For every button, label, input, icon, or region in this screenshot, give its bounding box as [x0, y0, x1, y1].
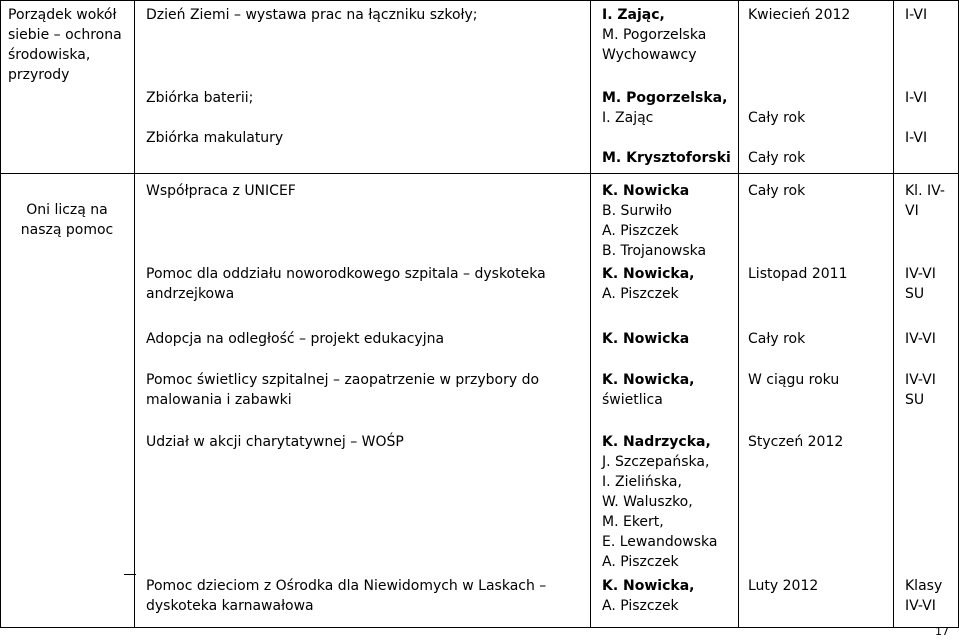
date: Cały rok	[748, 150, 806, 166]
person: M. Krysztoforski	[602, 150, 731, 166]
person: E. Lewandowska	[602, 534, 718, 550]
date: Kwiecień 2012	[748, 7, 851, 23]
classes: Klasy IV-VI	[905, 578, 943, 614]
activity-hospital-common-room: Pomoc świetlicy szpitalnej – zaopatrzenie w przybory do malowania i zabawki	[146, 372, 540, 408]
date: Styczeń 2012	[748, 434, 844, 450]
person: K. Nowicka,	[602, 578, 695, 594]
activity-adoption: Adopcja na odległość – projekt edukacyjna	[146, 331, 445, 347]
person: K. Nadrzycka,	[602, 434, 711, 450]
person: A. Piszczek	[602, 598, 679, 614]
classes: I-VI	[905, 90, 928, 106]
classes: IV-VI	[905, 331, 936, 347]
column-divider-category	[134, 0, 135, 628]
category-environment: Porządek wokół siebie – ochrona środowiska, przyrody	[8, 7, 122, 83]
person: A. Piszczek	[602, 286, 679, 302]
activity-neonatal-ward: Pomoc dla oddziału noworodkowego szpitala – dyskoteka andrzejkowa	[146, 266, 546, 302]
date: Cały rok	[748, 183, 806, 199]
date: W ciągu roku	[748, 372, 840, 388]
table-border-bottom	[0, 627, 959, 628]
table-border-top	[0, 0, 959, 1]
person: K. Nowicka	[602, 331, 690, 347]
person: I. Zielińska,	[602, 474, 682, 490]
person: M. Pogorzelska,	[602, 90, 728, 106]
person: Wychowawcy	[602, 47, 697, 63]
table-border-left	[0, 0, 1, 628]
person: K. Nowicka,	[602, 266, 695, 282]
date: Cały rok	[748, 110, 806, 126]
activity-laski-centre: Pomoc dzieciom z Ośrodka dla Niewidomych w Laskach – dyskoteka karnawałowa	[146, 578, 547, 614]
page-number: 17	[935, 625, 949, 638]
activity-paper-collection: Zbiórka makulatury	[146, 130, 284, 146]
classes: I-VI	[905, 7, 928, 23]
date: Listopad 2011	[748, 266, 848, 282]
person: M. Ekert,	[602, 514, 664, 530]
classes: IV-VI SU	[905, 266, 936, 302]
stray-line-mark	[124, 574, 136, 575]
section-divider	[0, 173, 959, 174]
person: świetlica	[602, 392, 663, 408]
date: Cały rok	[748, 331, 806, 347]
person: I. Zając,	[602, 7, 665, 23]
classes: IV-VI SU	[905, 372, 936, 408]
activity-battery-collection: Zbiórka baterii;	[146, 90, 254, 106]
person: A. Piszczek	[602, 223, 679, 239]
column-divider-date	[893, 0, 894, 628]
person: B. Trojanowska	[602, 243, 707, 259]
person: A. Piszczek	[602, 554, 679, 570]
person: K. Nowicka	[602, 183, 690, 199]
activity-unicef: Współpraca z UNICEF	[146, 183, 296, 199]
person: K. Nowicka,	[602, 372, 695, 388]
column-divider-activity	[590, 0, 591, 628]
date: Luty 2012	[748, 578, 819, 594]
person: B. Surwiło	[602, 203, 672, 219]
column-divider-persons	[738, 0, 739, 628]
person: M. Pogorzelska	[602, 27, 707, 43]
classes: I-VI	[905, 130, 928, 146]
activity-earth-day: Dzień Ziemi – wystawa prac na łączniku szkoły;	[146, 7, 478, 23]
person: I. Zając	[602, 110, 654, 126]
classes: Kl. IV-VI	[905, 183, 945, 219]
person: W. Waluszko,	[602, 494, 693, 510]
person: J. Szczepańska,	[602, 454, 710, 470]
category-help: Oni liczą na naszą pomoc	[20, 202, 114, 238]
activity-wosp: Udział w akcji charytatywnej – WOŚP	[146, 434, 404, 450]
